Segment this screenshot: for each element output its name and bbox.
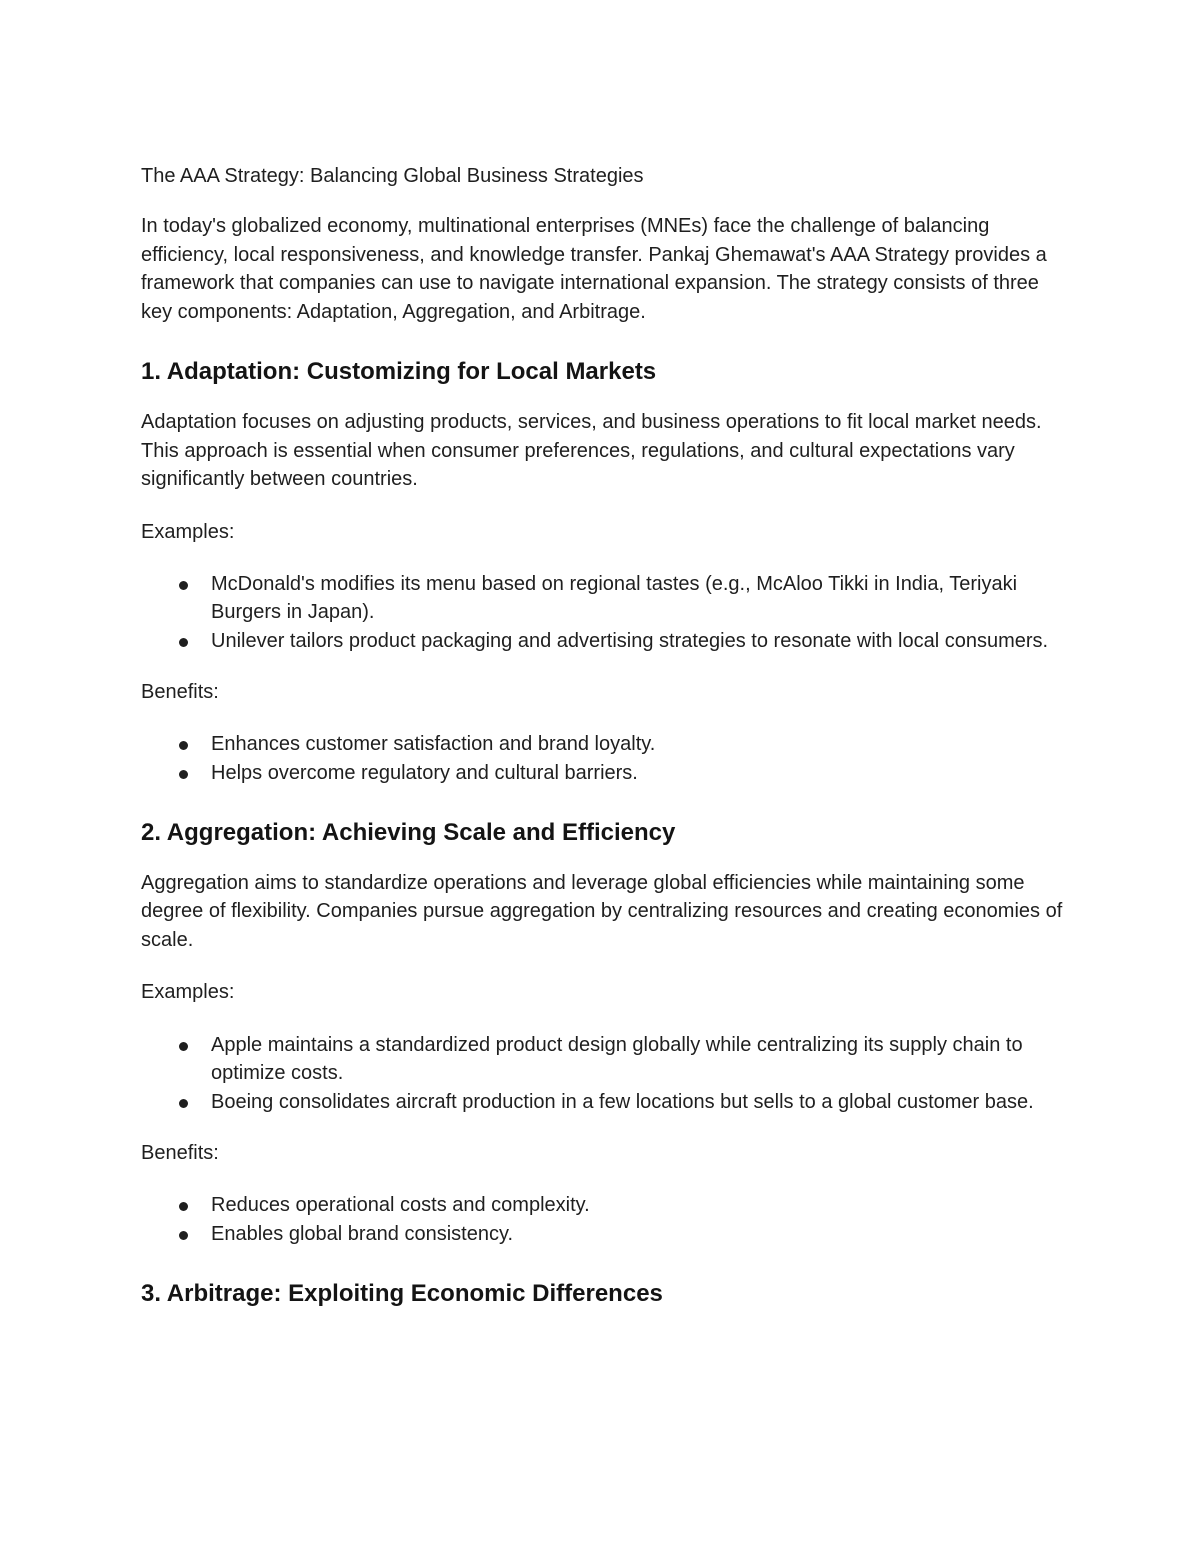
bullet-icon <box>179 770 188 779</box>
examples-label: Examples: <box>141 981 235 1004</box>
section-description: Aggregation aims to standardize operations and leverage global efficiencies while maintaining some degree of flexibility. Companies pursue aggregation by centralizing resources and creating economies of scale. <box>141 871 1063 951</box>
section-arbitrage <box>141 1278 1071 1310</box>
bullet-icon <box>179 581 188 590</box>
intro-paragraph: In today's globalized economy, multinational enterprises (MNEs) face the challenge of balancing efficiency, local responsiveness, and knowledge transfer. Pankaj Ghemawat's AAA Strategy provides a framework that companies can use to navigate international expansion. The strategy consists of three key components: Adaptation, Aggregation, and Arbitrage. <box>141 215 1047 323</box>
section-adaptation <box>141 356 1071 787</box>
list-item <box>141 759 1071 787</box>
list-item <box>141 1191 1071 1219</box>
list-item-text: Enhances customer satisfaction and brand loyalty. <box>211 733 656 756</box>
list-item <box>141 1088 1071 1116</box>
bullet-icon <box>179 1099 188 1108</box>
benefits-list <box>141 1191 1071 1248</box>
examples-list <box>141 570 1071 655</box>
document-title: The AAA Strategy: Balancing Global Business Strategies <box>141 165 644 187</box>
list-item-text: Enables global brand consistency. <box>211 1222 514 1245</box>
benefits-list <box>141 730 1071 787</box>
list-item <box>141 1031 1071 1088</box>
list-item-text: Unilever tailors product packaging and advertising strategies to resonate with local consumers. <box>211 629 1049 652</box>
examples-label: Examples: <box>141 520 235 543</box>
list-item-text: McDonald's modifies its menu based on regional tastes (e.g., McAloo Tikki in India, Teriyaki Burgers in Japan). <box>211 573 1018 624</box>
benefits-label: Benefits: <box>141 680 219 703</box>
section-heading: 1. Adaptation: Customizing for Local Markets <box>141 358 657 385</box>
bullet-icon <box>179 1231 188 1240</box>
benefits-label: Benefits: <box>141 1141 219 1164</box>
list-item-text: Helps overcome regulatory and cultural barriers. <box>211 761 638 784</box>
section-aggregation <box>141 817 1071 1248</box>
list-item <box>141 570 1071 627</box>
document-page <box>141 162 1071 1330</box>
list-item <box>141 627 1071 655</box>
bullet-icon <box>179 1202 188 1211</box>
bullet-icon <box>179 638 188 647</box>
list-item-text: Boeing consolidates aircraft production in a few locations but sells to a global customer base. <box>211 1090 1034 1113</box>
section-description: Adaptation focuses on adjusting products, services, and business operations to fit local market needs. This approach is essential when consumer preferences, regulations, and cultural expectations vary significantly between countries. <box>141 411 1042 490</box>
list-item <box>141 1220 1071 1248</box>
bullet-icon <box>179 741 188 750</box>
list-item-text: Reduces operational costs and complexity. <box>211 1194 590 1217</box>
examples-list <box>141 1031 1071 1116</box>
list-item-text: Apple maintains a standardized product design globally while centralizing its supply chain to optimize costs. <box>211 1033 1023 1085</box>
list-item <box>141 730 1071 758</box>
bullet-icon <box>179 1042 188 1051</box>
section-heading: 3. Arbitrage: Exploiting Economic Differences <box>141 1279 663 1307</box>
section-heading: 2. Aggregation: Achieving Scale and Efficiency <box>141 818 676 846</box>
